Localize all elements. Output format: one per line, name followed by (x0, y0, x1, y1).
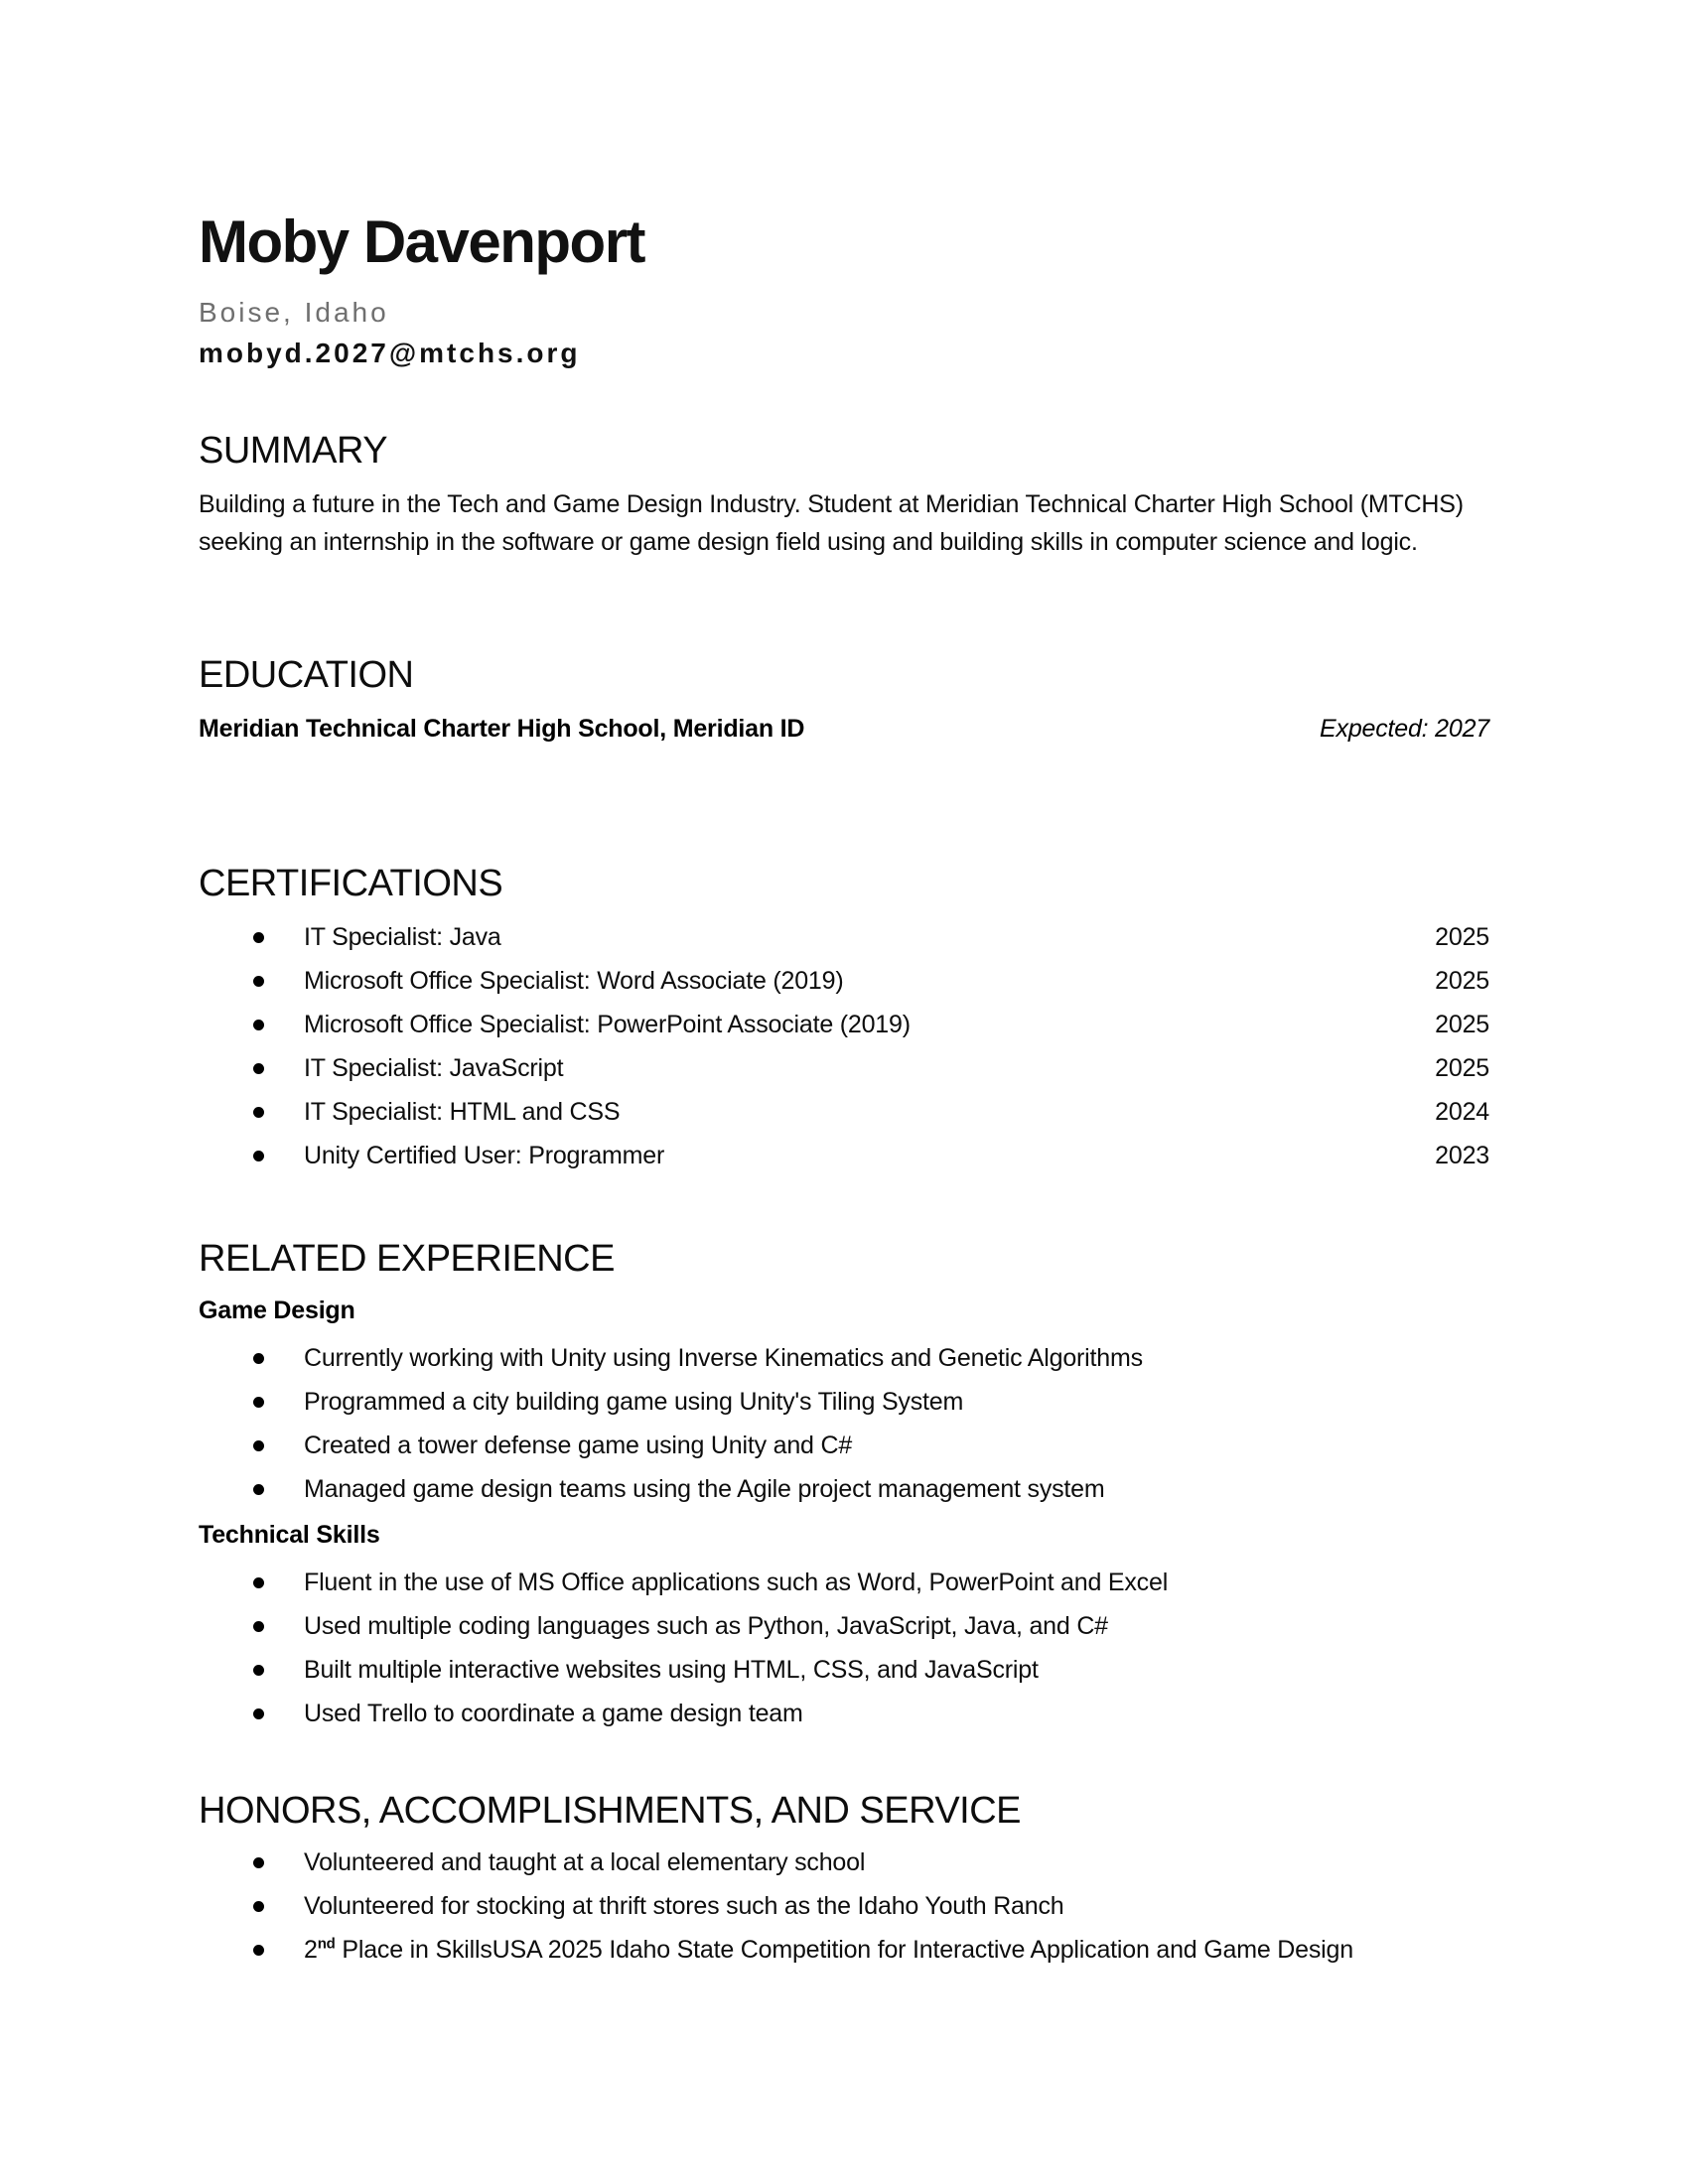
certification-label: IT Specialist: HTML and CSS (304, 1098, 621, 1126)
experience-text: Created a tower defense game using Unity and C# (304, 1432, 853, 1459)
experience-item (199, 1570, 1489, 1595)
certifications-heading: CERTIFICATIONS (199, 863, 503, 904)
certification-year: 2025 (1435, 923, 1489, 951)
experience-item (199, 1657, 1489, 1683)
experience-text: Currently working with Unity using Inverse Kinematics and Genetic Algorithms (304, 1344, 1143, 1372)
summary-heading: SUMMARY (199, 430, 388, 472)
resume-header (199, 210, 1489, 370)
bullet-icon (253, 1901, 264, 1912)
certification-label: IT Specialist: Java (304, 923, 501, 951)
honor-ordinal-suffix: nd (317, 1935, 336, 1953)
bullet-icon (253, 1945, 264, 1956)
experience-text: Used multiple coding languages such as Python, JavaScript, Java, and C# (304, 1612, 1108, 1640)
experience-item (199, 1476, 1489, 1502)
bullet-icon (253, 1020, 264, 1030)
experience-text: Used Trello to coordinate a game design team (304, 1700, 803, 1727)
honor-text: Volunteered and taught at a local elementary school (304, 1848, 866, 1876)
experience-group-title: Game Design (199, 1297, 355, 1324)
bullet-icon (253, 1063, 264, 1074)
experience-text: Programmed a city building game using Unity's Tiling System (304, 1388, 964, 1416)
bullet-icon (253, 1857, 264, 1868)
certifications-list (199, 924, 1489, 1168)
certification-year: 2023 (1435, 1142, 1489, 1169)
related-experience-heading: RELATED EXPERIENCE (199, 1238, 615, 1280)
education-heading: EDUCATION (199, 654, 414, 696)
certification-item (199, 1012, 1489, 1037)
experience-text: Managed game design teams using the Agile project management system (304, 1475, 1105, 1503)
bullet-icon (253, 976, 264, 987)
bullet-icon (253, 1440, 264, 1451)
bullet-icon (253, 1353, 264, 1364)
experience-list-game-design (199, 1345, 1489, 1502)
certification-label: IT Specialist: JavaScript (304, 1054, 564, 1082)
education-row (199, 714, 1489, 744)
education-section (199, 656, 1489, 744)
certification-item (199, 1055, 1489, 1081)
honor-ordinal-number: 2 (304, 1936, 318, 1964)
bullet-icon (253, 1577, 264, 1588)
honors-section (199, 1792, 1489, 1963)
certification-year: 2024 (1435, 1098, 1489, 1126)
experience-item (199, 1345, 1489, 1371)
experience-list-technical-skills (199, 1570, 1489, 1726)
experience-item (199, 1613, 1489, 1639)
experience-item (199, 1701, 1489, 1726)
person-name: Moby Davenport (199, 208, 645, 275)
experience-text: Fluent in the use of MS Office applications such as Word, PowerPoint and Excel (304, 1569, 1169, 1596)
location-line: Boise, Idaho (199, 297, 389, 328)
certification-label: Microsoft Office Specialist: Word Associate (2019) (304, 967, 844, 995)
experience-item (199, 1389, 1489, 1415)
honor-text-rest: Place in SkillsUSA 2025 Idaho State Competition for Interactive Application and Game Design (335, 1936, 1353, 1964)
experience-text: Built multiple interactive websites using HTML, CSS, and JavaScript (304, 1656, 1039, 1684)
summary-section (199, 432, 1489, 561)
honors-list (199, 1849, 1489, 1963)
bullet-icon (253, 1151, 264, 1161)
bullet-icon (253, 1621, 264, 1632)
certification-year: 2025 (1435, 1011, 1489, 1038)
email-line: mobyd.2027@mtchs.org (199, 338, 581, 368)
honor-text (304, 1937, 1489, 1963)
honor-item (199, 1937, 1489, 1963)
certification-item (199, 968, 1489, 994)
certification-item (199, 924, 1489, 950)
bullet-icon (253, 1107, 264, 1118)
certification-label: Microsoft Office Specialist: PowerPoint Associate (2019) (304, 1011, 911, 1038)
education-expected-date: Expected: 2027 (1320, 715, 1489, 743)
honor-item (199, 1849, 1489, 1875)
bullet-icon (253, 1665, 264, 1676)
certification-year: 2025 (1435, 967, 1489, 995)
experience-item (199, 1433, 1489, 1458)
education-school: Meridian Technical Charter High School, Meridian ID (199, 715, 805, 743)
bullet-icon (253, 1484, 264, 1495)
honors-heading: HONORS, ACCOMPLISHMENTS, AND SERVICE (199, 1790, 1022, 1832)
honor-text: Volunteered for stocking at thrift stores such as the Idaho Youth Ranch (304, 1892, 1064, 1920)
summary-text: Building a future in the Tech and Game Design Industry. Student at Meridian Technical Charter High School (MTCHS) seeking an internship in the software or game design field using and building skills in computer science and logic. (199, 490, 1464, 556)
related-experience-section (199, 1240, 1489, 1726)
bullet-icon (253, 1708, 264, 1719)
honor-item (199, 1893, 1489, 1919)
certification-label: Unity Certified User: Programmer (304, 1142, 665, 1169)
bullet-icon (253, 1397, 264, 1408)
certification-item (199, 1143, 1489, 1168)
experience-group-title: Technical Skills (199, 1521, 380, 1549)
certification-year: 2025 (1435, 1054, 1489, 1082)
certifications-section (199, 865, 1489, 1168)
bullet-icon (253, 932, 264, 943)
certification-item (199, 1099, 1489, 1125)
